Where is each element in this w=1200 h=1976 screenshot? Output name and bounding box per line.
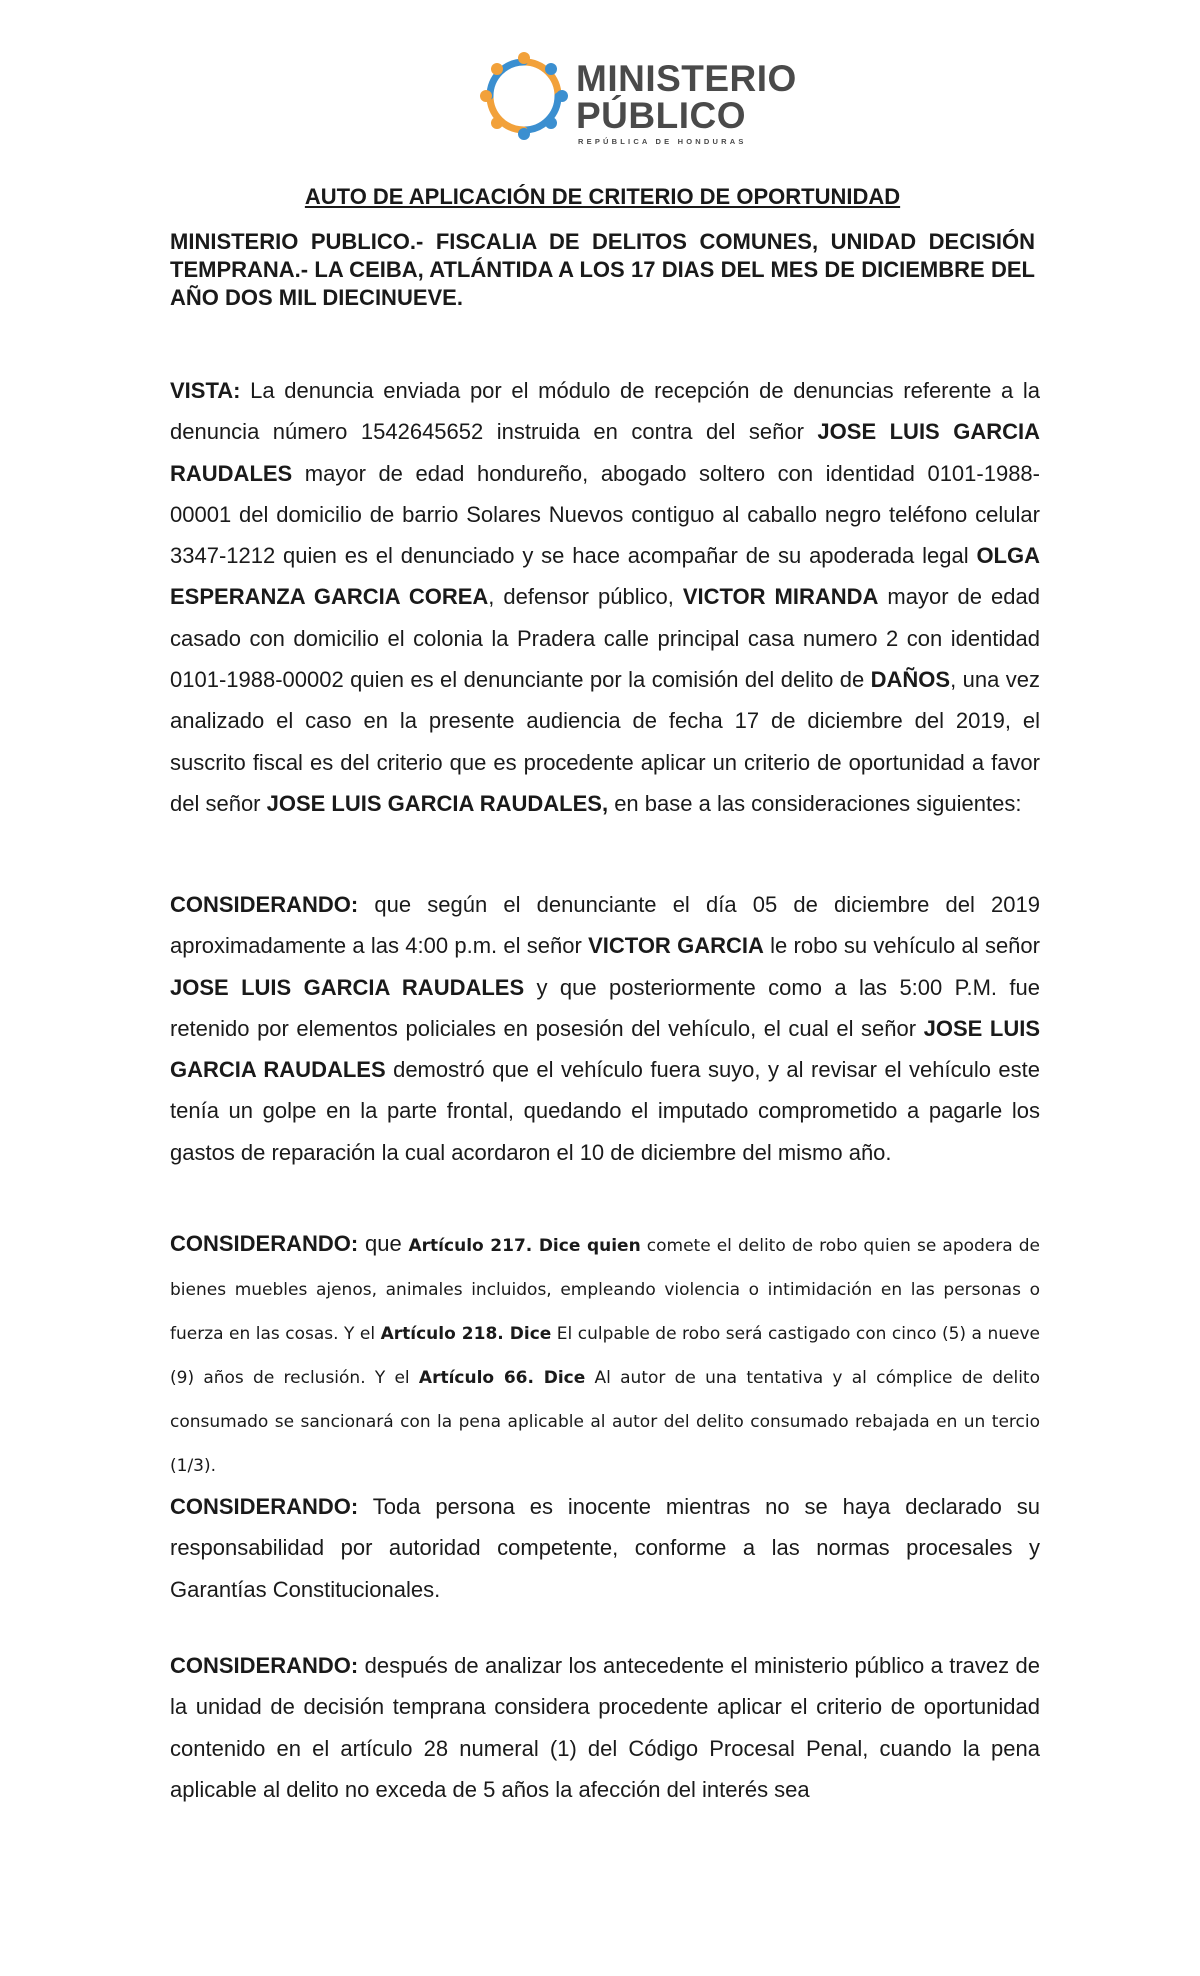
paragraph-considerando-1	[170, 884, 1040, 1173]
article-ref: Artículo 217. Dice quien	[408, 1236, 641, 1256]
logo-text-republica: REPÚBLICA DE HONDURAS	[578, 137, 747, 146]
ministerio-publico-logo	[480, 50, 797, 150]
paragraph-considerando-2	[170, 1223, 1040, 1487]
considerando-label: CONSIDERANDO:	[170, 1653, 359, 1678]
text: comete el delito de robo quien se apodera de bienes muebles ajenos, animales incluidos, empleando violencia o intimidación en las personas o fuerza en las cosas. Y el	[170, 1236, 1040, 1344]
text: El culpable de robo será castigado con cinco (5) a nueve (9) años de reclusión. Y el	[170, 1324, 1040, 1388]
paragraph-considerando-4	[170, 1645, 1040, 1810]
logo-text-ministerio: MINISTERIO	[576, 58, 797, 99]
text: mayor de edad casado con domicilio el colonia la Pradera calle principal casa numero 2 con identidad 0101-1988-00002 quien es el denunciante por la comisión del delito de	[170, 584, 1040, 693]
name-attorney: OLGA ESPERANZA GARCIA COREA	[170, 543, 1040, 610]
text: La denuncia enviada por el módulo de recepción de denuncias referente a la denuncia número 1542645652 instruida en contra del señor	[170, 378, 1040, 445]
vista-label: VISTA:	[170, 378, 241, 403]
considerando-label: CONSIDERANDO:	[170, 1494, 359, 1519]
text: Toda persona es inocente mientras no se haya declarado su responsabilidad por autoridad competente, conforme a las normas procesales y Garantías Constitucionales.	[170, 1494, 1040, 1602]
name-accused: JOSE LUIS GARCIA RAUDALES	[170, 419, 1041, 486]
name-complainant: VICTOR MIRANDA	[682, 584, 879, 610]
document-heading: MINISTERIO PUBLICO.- FISCALIA DE DELITOS COMUNES, UNIDAD DECISIÓN TEMPRANA.- LA CEIBA, ATLÁNTIDA A LOS 17 DIAS DEL MES DE DICIEMBRE DEL AÑO DOS MIL DIECINUEVE.	[170, 229, 1035, 310]
text: y que posteriormente como a las 5:00 P.M. fue retenido por elementos policiales en posesión del vehículo, el cual el señor	[170, 974, 1041, 1041]
name-bold: VICTOR GARCIA	[588, 933, 764, 959]
considerando-label: CONSIDERANDO:	[170, 1231, 359, 1256]
name-bold: JOSE LUIS GARCIA RAUDALES	[170, 974, 525, 1000]
text: en base a las consideraciones siguientes:	[608, 790, 1022, 816]
name-accused: JOSE LUIS GARCIA RAUDALES,	[266, 790, 609, 816]
text: , defensor público,	[488, 584, 683, 610]
logo-text-publico: PÚBLICO	[576, 95, 746, 136]
document-title: AUTO DE APLICACIÓN DE CRITERIO DE OPORTUNIDAD	[304, 184, 901, 209]
text: que	[358, 1231, 409, 1256]
name-bold: JOSE LUIS GARCIA RAUDALES	[170, 1015, 1040, 1083]
text: demostró que el vehículo fuera suyo, y al revisar el vehículo este tenía un golpe en la parte frontal, quedando el imputado comprometido a pagarle los gastos de reparación la cual acordaron el 10 de diciembre del mismo año.	[170, 1057, 1040, 1165]
crime-name: DAÑOS	[870, 667, 951, 693]
text: mayor de edad hondureño, abogado soltero con identidad 0101-1988-00001 del domicilio de barrio Solares Nuevos contiguo al caballo negro teléfono celular 3347-1212 quien es el denunciado y se hace acompañar de su apoderada legal	[170, 460, 1040, 569]
text: le robo su vehículo al señor	[763, 933, 1040, 959]
paragraph-considerando-3	[170, 1486, 1040, 1610]
text: Al autor de una tentativa y al cómplice de delito consumado se sancionará con la pena aplicable al autor del delito consumado rebajada en un tercio (1/3).	[170, 1368, 1040, 1476]
people-circle-logo-icon	[480, 52, 568, 140]
text: que según el denunciante el día 05 de diciembre del 2019 aproximadamente a las 4:00 p.m. el señor	[170, 892, 1040, 959]
text: después de analizar los antecedente el ministerio público a travez de la unidad de decisión temprana considera procedente aplicar el criterio de oportunidad contenido en el artículo 28 numeral (1) del Código Procesal Penal, cuando la pena aplicable al delito no exceda de 5 años la afección del interés sea	[170, 1653, 1040, 1802]
considerando-label: CONSIDERANDO:	[170, 892, 359, 917]
article-ref: Artículo 218. Dice	[380, 1324, 552, 1344]
paragraph-vista	[170, 370, 1040, 824]
text: , una vez analizado el caso en la presente audiencia de fecha 17 de diciembre del 2019, el suscrito fiscal es del criterio que es procedente aplicar un criterio de oportunidad a favor del señor	[170, 667, 1041, 816]
article-ref: Artículo 66. Dice	[418, 1368, 586, 1388]
